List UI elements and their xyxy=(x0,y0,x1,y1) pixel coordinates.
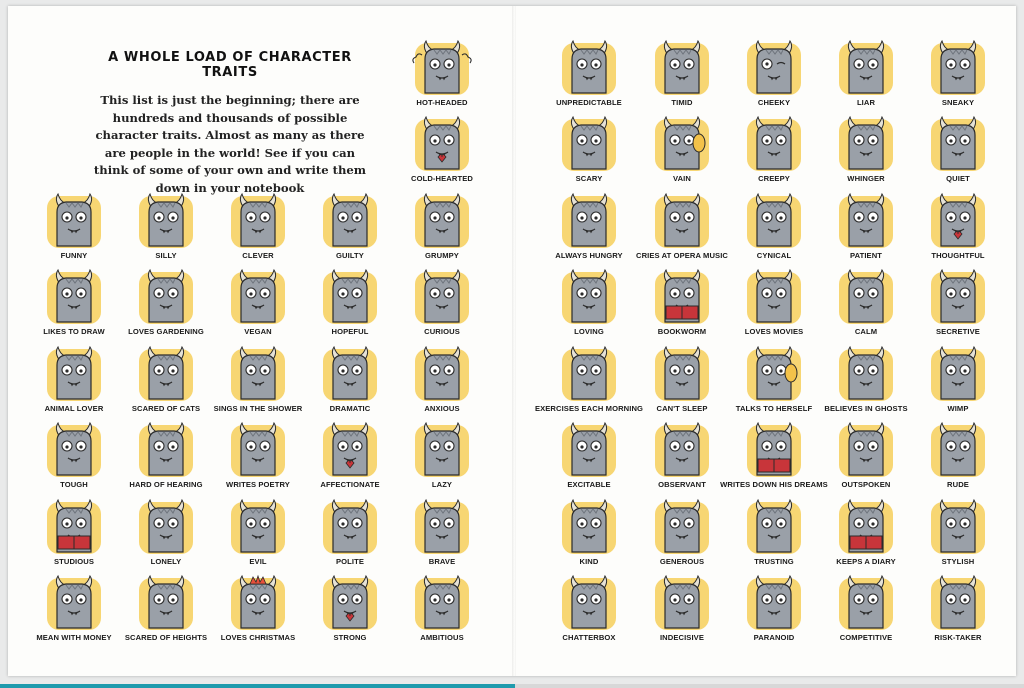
trait-label: WRITES DOWN HIS DREAMS xyxy=(720,480,828,489)
trait-label: FUNNY xyxy=(60,251,88,260)
trait-label: LAZY xyxy=(431,480,453,489)
trait-label: OBSERVANT xyxy=(658,480,706,489)
trait-label: UNPREDICTABLE xyxy=(556,98,622,107)
monster-icon xyxy=(136,572,196,632)
trait-card xyxy=(400,190,484,264)
trait-label: BRAVE xyxy=(428,557,456,566)
trait-label: STRONG xyxy=(333,633,367,642)
monster-icon xyxy=(744,266,804,326)
trait-label: THOUGHTFUL xyxy=(931,251,985,260)
trait-card xyxy=(640,266,724,340)
trait-card xyxy=(916,190,1000,264)
trait-label: ALWAYS HUNGRY xyxy=(555,251,623,260)
trait-card xyxy=(308,266,392,340)
monster-icon xyxy=(836,266,896,326)
monster-icon xyxy=(559,37,619,97)
monster-icon xyxy=(136,419,196,479)
monster-icon xyxy=(559,419,619,479)
trait-card xyxy=(640,572,724,646)
book-monster-icon xyxy=(744,419,804,479)
monster-icon xyxy=(559,572,619,632)
trait-card xyxy=(32,496,116,570)
trait-label: TALKS TO HERSELF xyxy=(735,404,813,413)
monster-icon xyxy=(928,266,988,326)
trait-label: DRAMATIC xyxy=(329,404,371,413)
monster-icon xyxy=(412,266,472,326)
trait-card xyxy=(824,419,908,493)
trait-card xyxy=(400,266,484,340)
trait-label: MEAN WITH MONEY xyxy=(36,633,112,642)
trait-label: CLEVER xyxy=(242,251,274,260)
monster-icon xyxy=(559,496,619,556)
trait-label: SNEAKY xyxy=(941,98,975,107)
trait-label: CAN'T SLEEP xyxy=(656,404,708,413)
trait-card xyxy=(732,37,816,111)
monster-icon xyxy=(744,572,804,632)
trait-label: LOVES GARDENING xyxy=(128,327,204,336)
book-gutter xyxy=(512,6,516,676)
monster-icon xyxy=(412,419,472,479)
trait-card xyxy=(547,496,631,570)
trait-label: LOVES CHRISTMAS xyxy=(220,633,296,642)
trait-card xyxy=(732,266,816,340)
trait-card xyxy=(400,37,484,111)
trait-card xyxy=(824,266,908,340)
trait-label: SCARED OF HEIGHTS xyxy=(124,633,208,642)
trait-card xyxy=(32,190,116,264)
trait-label: SILLY xyxy=(155,251,177,260)
intro-text: This list is just the beginning; there are hundreds and thousands of possible character traits. Almost as many as there are people in the world! See if you can think of some of your own and write them down in your notebook xyxy=(93,93,367,195)
trait-card xyxy=(640,113,724,187)
trait-label: STUDIOUS xyxy=(53,557,95,566)
monster-icon xyxy=(228,266,288,326)
trait-label: LOVING xyxy=(574,327,604,336)
trait-card xyxy=(635,190,728,264)
trait-card xyxy=(547,419,631,493)
trait-label: SCARY xyxy=(575,174,603,183)
trait-label: QUIET xyxy=(946,174,970,183)
heart-monster-icon xyxy=(928,190,988,250)
trait-label: BELIEVES IN GHOSTS xyxy=(824,404,908,413)
monster-icon xyxy=(559,343,619,403)
trait-card xyxy=(124,572,208,646)
trait-label: WIMP xyxy=(947,404,969,413)
monster-icon xyxy=(44,419,104,479)
trait-card xyxy=(720,419,828,493)
trait-card xyxy=(916,496,1000,570)
trait-card xyxy=(124,343,208,417)
trait-label: VEGAN xyxy=(244,327,272,336)
trait-card xyxy=(124,190,208,264)
trait-card xyxy=(400,343,484,417)
heart-monster-icon xyxy=(320,419,380,479)
book-monster-icon xyxy=(836,496,896,556)
monster-icon xyxy=(652,419,712,479)
trait-label: STYLISH xyxy=(941,557,975,566)
steaming-monster-icon xyxy=(412,37,472,97)
trait-label: KEEPS A DIARY xyxy=(836,557,896,566)
trait-card xyxy=(400,419,484,493)
trait-label: LONELY xyxy=(150,557,182,566)
trait-card xyxy=(824,572,908,646)
monster-icon xyxy=(412,343,472,403)
trait-label: SECRETIVE xyxy=(936,327,980,336)
trait-label: CREEPY xyxy=(758,174,790,183)
monster-icon xyxy=(320,266,380,326)
trait-label: HOT-HEADED xyxy=(416,98,468,107)
trait-card xyxy=(640,343,724,417)
trait-label: CURIOUS xyxy=(424,327,460,336)
trait-label: VAIN xyxy=(673,174,691,183)
mirror-monster-icon xyxy=(744,343,804,403)
trait-label: CYNICAL xyxy=(756,251,792,260)
monster-icon xyxy=(652,496,712,556)
trait-card xyxy=(640,419,724,493)
trait-card xyxy=(916,113,1000,187)
book-monster-icon xyxy=(652,266,712,326)
trait-label: GENEROUS xyxy=(659,557,705,566)
monster-icon xyxy=(744,190,804,250)
trait-card xyxy=(32,266,116,340)
trait-label: RISK-TAKER xyxy=(934,633,982,642)
monster-icon xyxy=(836,37,896,97)
trait-label: EVIL xyxy=(249,557,267,566)
trait-label: WRITES POETRY xyxy=(226,480,290,489)
monster-icon xyxy=(136,190,196,250)
monster-icon xyxy=(652,37,712,97)
trait-label: CHATTERBOX xyxy=(562,633,616,642)
monster-icon xyxy=(928,419,988,479)
trait-card xyxy=(32,572,116,646)
winking-monster-icon xyxy=(744,37,804,97)
trait-card xyxy=(824,190,908,264)
trait-label: GUILTY xyxy=(336,251,364,260)
trait-label: HOPEFUL xyxy=(331,327,369,336)
trait-card xyxy=(216,496,300,570)
trait-card xyxy=(216,572,300,646)
monster-icon xyxy=(320,343,380,403)
trait-label: PARANOID xyxy=(753,633,795,642)
page-title: A WHOLE LOAD OF CHARACTER TRAITS xyxy=(108,50,352,80)
intro-block xyxy=(92,50,368,197)
monster-icon xyxy=(836,343,896,403)
trait-card xyxy=(916,37,1000,111)
trait-label: AFFECTIONATE xyxy=(320,480,380,489)
monster-icon xyxy=(928,113,988,173)
monster-icon xyxy=(412,572,472,632)
trait-label: LIAR xyxy=(856,98,876,107)
trait-card xyxy=(547,113,631,187)
trait-label: ANIMAL LOVER xyxy=(44,404,104,413)
monster-icon xyxy=(559,113,619,173)
trait-card xyxy=(640,496,724,570)
monster-icon xyxy=(44,266,104,326)
book-monster-icon xyxy=(44,496,104,556)
trait-card xyxy=(732,572,816,646)
trait-card xyxy=(916,572,1000,646)
monster-icon xyxy=(136,343,196,403)
trait-card xyxy=(824,113,908,187)
trait-label: CALM xyxy=(854,327,878,336)
monster-icon xyxy=(836,572,896,632)
monster-icon xyxy=(836,190,896,250)
monster-icon xyxy=(44,190,104,250)
monster-icon xyxy=(320,190,380,250)
monster-icon xyxy=(412,190,472,250)
trait-card xyxy=(32,343,116,417)
trait-card xyxy=(916,419,1000,493)
trait-card xyxy=(916,343,1000,417)
trait-card xyxy=(308,419,392,493)
trait-card xyxy=(400,113,484,187)
trait-card xyxy=(124,266,208,340)
trait-card xyxy=(824,37,908,111)
trait-label: TOUGH xyxy=(60,480,88,489)
trait-card xyxy=(308,343,392,417)
trait-card xyxy=(732,113,816,187)
heart-monster-icon xyxy=(320,572,380,632)
monster-icon xyxy=(928,572,988,632)
trait-label: TIMID xyxy=(671,98,693,107)
trait-label: KIND xyxy=(579,557,599,566)
trait-label: HARD OF HEARING xyxy=(129,480,203,489)
monster-icon xyxy=(228,190,288,250)
trait-card xyxy=(124,419,208,493)
monster-icon xyxy=(559,190,619,250)
trait-label: GRUMPY xyxy=(425,251,459,260)
monster-icon xyxy=(836,113,896,173)
trait-label: LOVES MOVIES xyxy=(744,327,804,336)
trait-label: INDECISIVE xyxy=(659,633,705,642)
trait-label: SCARED OF CATS xyxy=(131,404,201,413)
monster-icon xyxy=(928,37,988,97)
trait-card xyxy=(213,343,303,417)
trait-card xyxy=(308,496,392,570)
trait-card xyxy=(824,343,908,417)
trait-card xyxy=(308,572,392,646)
monster-icon xyxy=(744,113,804,173)
mirror-monster-icon xyxy=(652,113,712,173)
trait-label: WHINGER xyxy=(847,174,885,183)
trait-card xyxy=(547,572,631,646)
trait-card xyxy=(216,266,300,340)
monster-icon xyxy=(412,496,472,556)
monster-icon xyxy=(652,343,712,403)
heart-monster-icon xyxy=(412,113,472,173)
scrollbar-thumb[interactable] xyxy=(0,684,515,688)
trait-card xyxy=(400,572,484,646)
monster-icon xyxy=(836,419,896,479)
trait-card xyxy=(732,496,816,570)
crown-monster-icon xyxy=(228,572,288,632)
monster-icon xyxy=(136,266,196,326)
trait-card xyxy=(32,419,116,493)
trait-card xyxy=(547,37,631,111)
trait-label: LIKES TO DRAW xyxy=(43,327,105,336)
trait-label: BOOKWORM xyxy=(657,327,707,336)
trait-label: COMPETITIVE xyxy=(839,633,893,642)
monster-icon xyxy=(228,343,288,403)
trait-card xyxy=(640,37,724,111)
trait-label: PATIENT xyxy=(849,251,883,260)
trait-card xyxy=(824,496,908,570)
trait-label: CHEEKY xyxy=(757,98,791,107)
trait-card xyxy=(547,266,631,340)
trait-card xyxy=(547,190,631,264)
trait-label: ANXIOUS xyxy=(424,404,460,413)
trait-label: TRUSTING xyxy=(754,557,794,566)
monster-icon xyxy=(136,496,196,556)
trait-card xyxy=(916,266,1000,340)
trait-card xyxy=(308,190,392,264)
monster-icon xyxy=(744,496,804,556)
trait-label: AMBITIOUS xyxy=(420,633,464,642)
trait-card xyxy=(400,496,484,570)
monster-icon xyxy=(928,343,988,403)
trait-card xyxy=(732,343,816,417)
monster-icon xyxy=(320,496,380,556)
trait-card xyxy=(216,190,300,264)
monster-icon xyxy=(652,572,712,632)
trait-label: SINGS IN THE SHOWER xyxy=(213,404,303,413)
monster-icon xyxy=(228,496,288,556)
trait-card xyxy=(216,419,300,493)
trait-label: COLD-HEARTED xyxy=(411,174,473,183)
trait-label: CRIES AT OPERA MUSIC xyxy=(635,251,728,260)
monster-icon xyxy=(44,343,104,403)
trait-label: EXCITABLE xyxy=(567,480,611,489)
monster-icon xyxy=(44,572,104,632)
trait-card xyxy=(124,496,208,570)
monster-icon xyxy=(559,266,619,326)
trait-card xyxy=(732,190,816,264)
trait-label: POLITE xyxy=(335,557,365,566)
trait-card xyxy=(534,343,644,417)
trait-label: RUDE xyxy=(947,480,969,489)
monster-icon xyxy=(652,190,712,250)
monster-icon xyxy=(928,496,988,556)
trait-label: OUTSPOKEN xyxy=(841,480,891,489)
trait-label: EXERCISES EACH MORNING xyxy=(534,404,644,413)
monster-icon xyxy=(228,419,288,479)
